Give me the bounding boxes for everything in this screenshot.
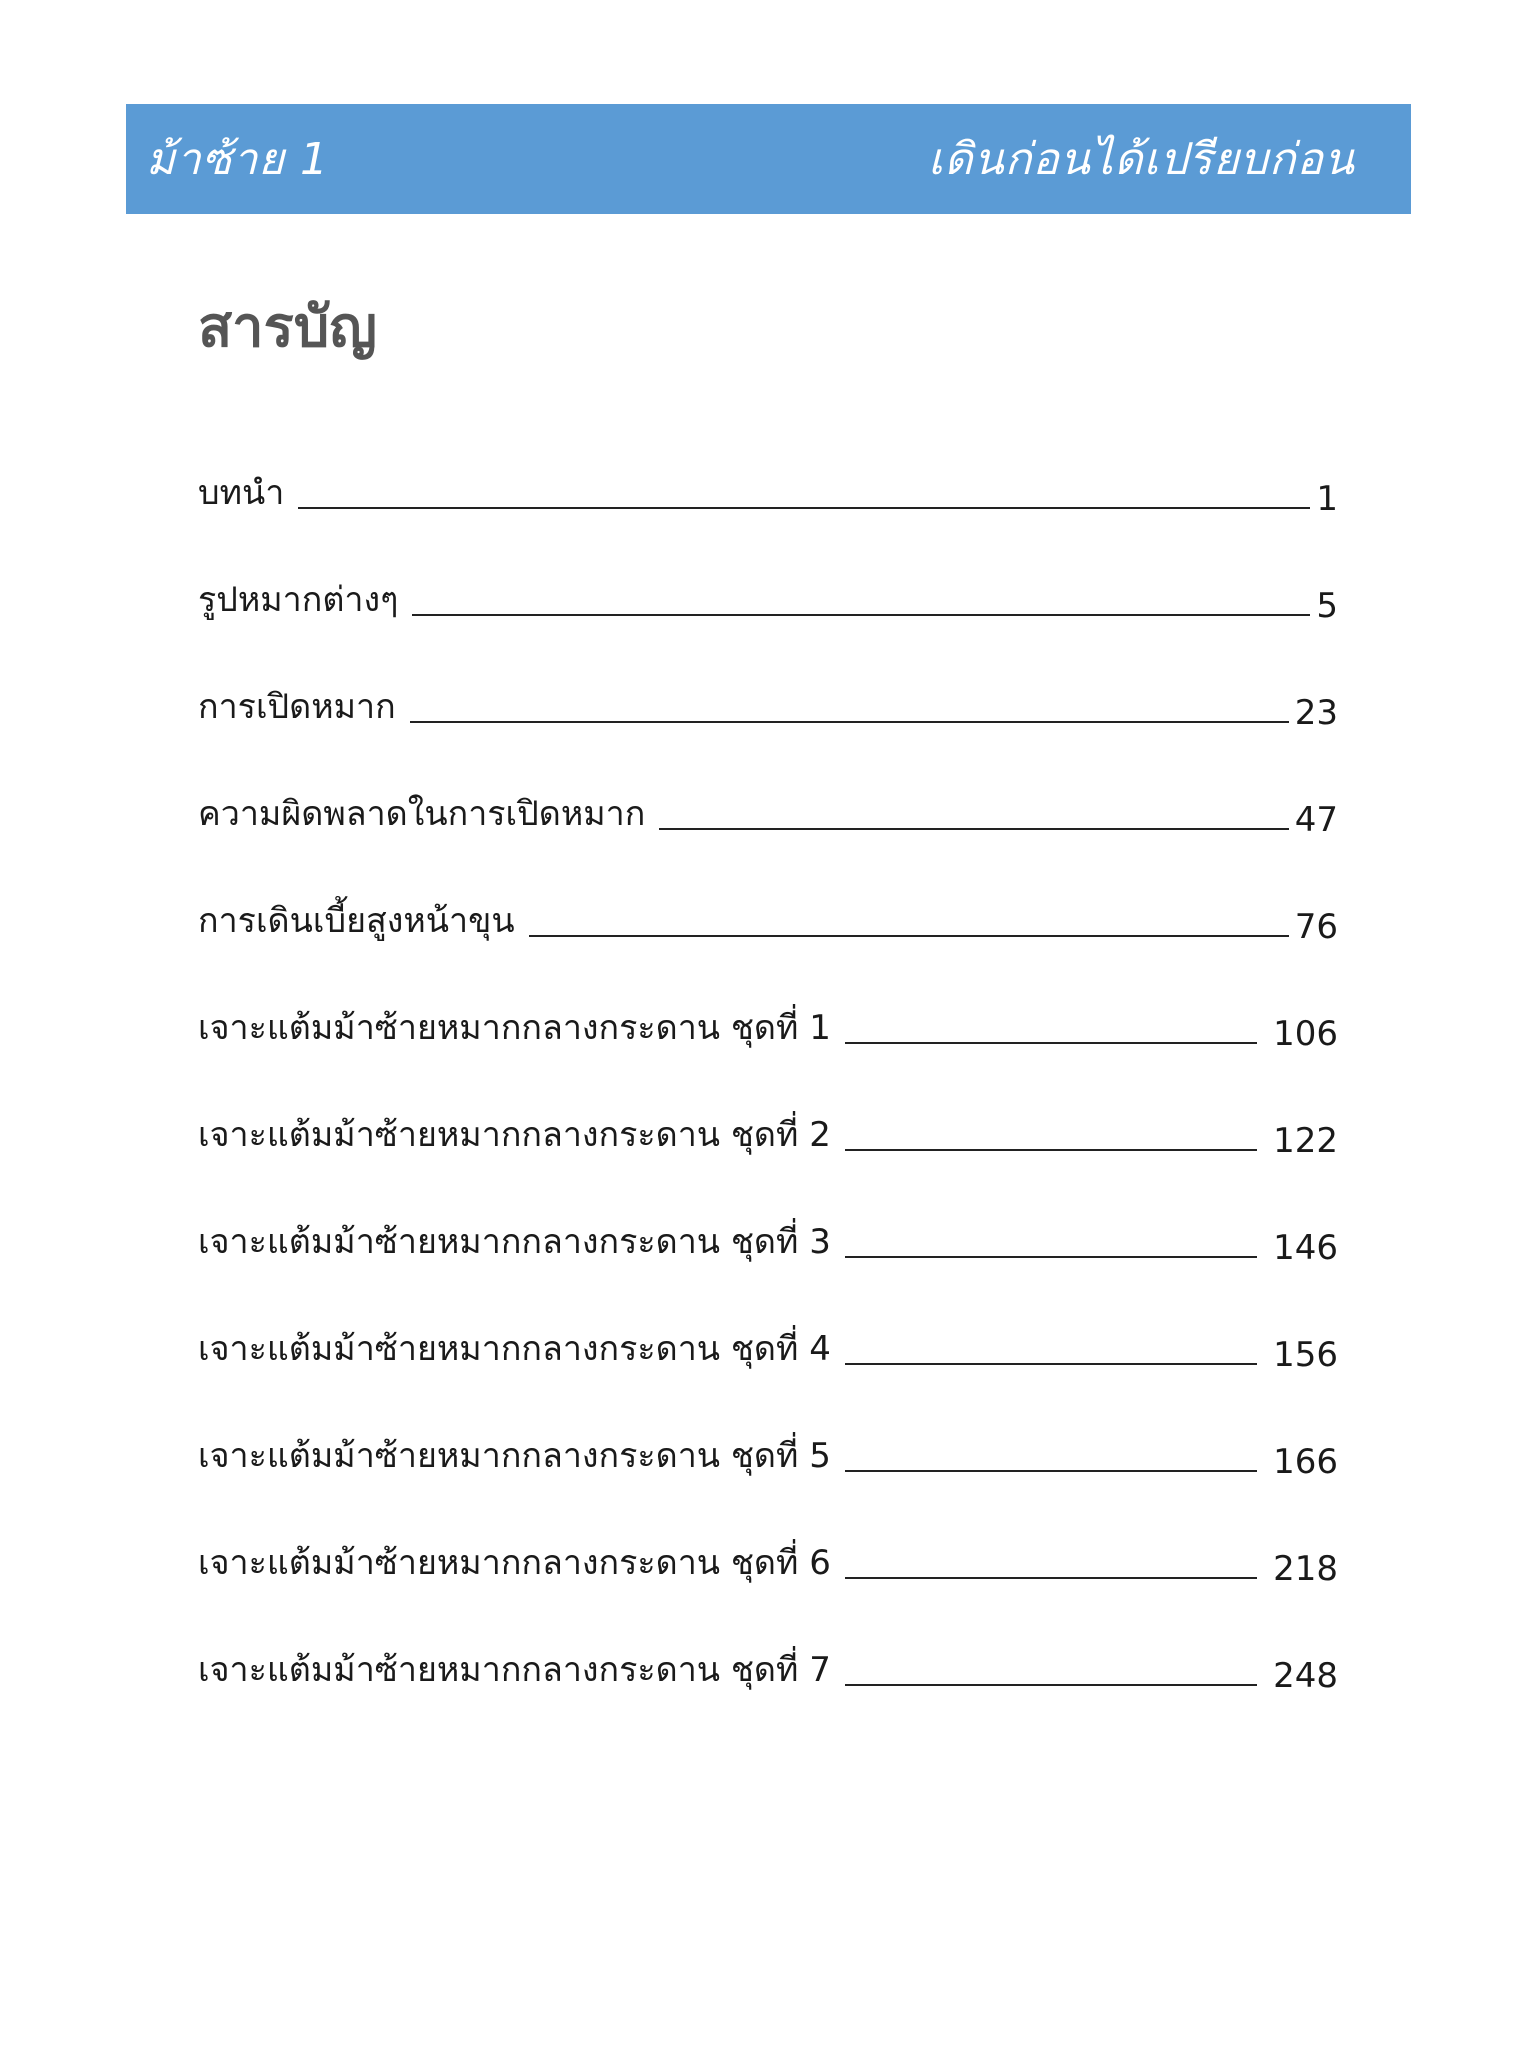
toc-entry[interactable]: [198, 1387, 1338, 1494]
toc-entry-label: การเดินเบี้ยสูงหน้าขุน: [198, 901, 515, 941]
toc-entry-label: บทนำ: [198, 473, 285, 513]
toc-entry[interactable]: [198, 745, 1338, 852]
header-book-title: ม้าซ้าย 1: [146, 134, 330, 185]
toc-entry[interactable]: [198, 424, 1338, 531]
toc-leader-line: [845, 1256, 1257, 1258]
toc-list: [198, 424, 1338, 1708]
toc-entry[interactable]: [198, 531, 1338, 638]
toc-entry-label: เจาะแต้มม้าซ้ายหมากกลางกระดาน ชุดที่ 4: [198, 1329, 831, 1369]
toc-entry[interactable]: [198, 1601, 1338, 1708]
header-band: [126, 104, 1411, 214]
toc-leader-line: [412, 614, 1310, 616]
toc-entry[interactable]: [198, 1173, 1338, 1280]
toc-entry-label: เจาะแต้มม้าซ้ายหมากกลางกระดาน ชุดที่ 7: [198, 1650, 831, 1690]
toc-leader-line: [845, 1363, 1257, 1365]
toc-title: สารบัญ: [198, 295, 377, 360]
toc-entry-page: 106: [1273, 1014, 1338, 1054]
toc-leader-line: [529, 935, 1289, 937]
toc-entry[interactable]: [198, 638, 1338, 745]
toc-entry[interactable]: [198, 1494, 1338, 1601]
toc-entry-page: 248: [1273, 1656, 1338, 1696]
toc-entry-page: 76: [1294, 907, 1338, 947]
toc-entry-page: 218: [1273, 1549, 1338, 1589]
toc-leader-line: [410, 721, 1289, 723]
toc-leader-line: [845, 1470, 1257, 1472]
toc-entry-label: ความผิดพลาดในการเปิดหมาก: [198, 794, 646, 834]
toc-entry-page: 122: [1273, 1121, 1338, 1161]
toc-entry-page: 47: [1294, 800, 1338, 840]
toc-entry-label: รูปหมากต่างๆ: [198, 580, 399, 620]
toc-entry[interactable]: [198, 959, 1338, 1066]
toc-entry-page: 5: [1316, 586, 1338, 626]
toc-entry[interactable]: [198, 1280, 1338, 1387]
toc-entry-label: การเปิดหมาก: [198, 687, 396, 727]
toc-entry-page: 166: [1273, 1442, 1338, 1482]
toc-entry-label: เจาะแต้มม้าซ้ายหมากกลางกระดาน ชุดที่ 6: [198, 1543, 831, 1583]
toc-entry-page: 146: [1273, 1228, 1338, 1268]
toc-leader-line: [845, 1042, 1257, 1044]
toc-entry-page: 156: [1273, 1335, 1338, 1375]
toc-leader-line: [845, 1577, 1257, 1579]
header-subtitle: เดินก่อนได้เปรียบก่อน: [928, 134, 1355, 185]
toc-entry-label: เจาะแต้มม้าซ้ายหมากกลางกระดาน ชุดที่ 5: [198, 1436, 831, 1476]
toc-leader-line: [845, 1684, 1257, 1686]
toc-entry[interactable]: [198, 1066, 1338, 1173]
toc-entry-label: เจาะแต้มม้าซ้ายหมากกลางกระดาน ชุดที่ 2: [198, 1115, 831, 1155]
toc-entry-page: 1: [1316, 479, 1338, 519]
toc-leader-line: [298, 507, 1310, 509]
toc-entry[interactable]: [198, 852, 1338, 959]
toc-entry-page: 23: [1294, 693, 1338, 733]
toc-leader-line: [659, 828, 1288, 830]
toc-entry-label: เจาะแต้มม้าซ้ายหมากกลางกระดาน ชุดที่ 1: [198, 1008, 831, 1048]
toc-entry-label: เจาะแต้มม้าซ้ายหมากกลางกระดาน ชุดที่ 3: [198, 1222, 831, 1262]
toc-leader-line: [845, 1149, 1257, 1151]
